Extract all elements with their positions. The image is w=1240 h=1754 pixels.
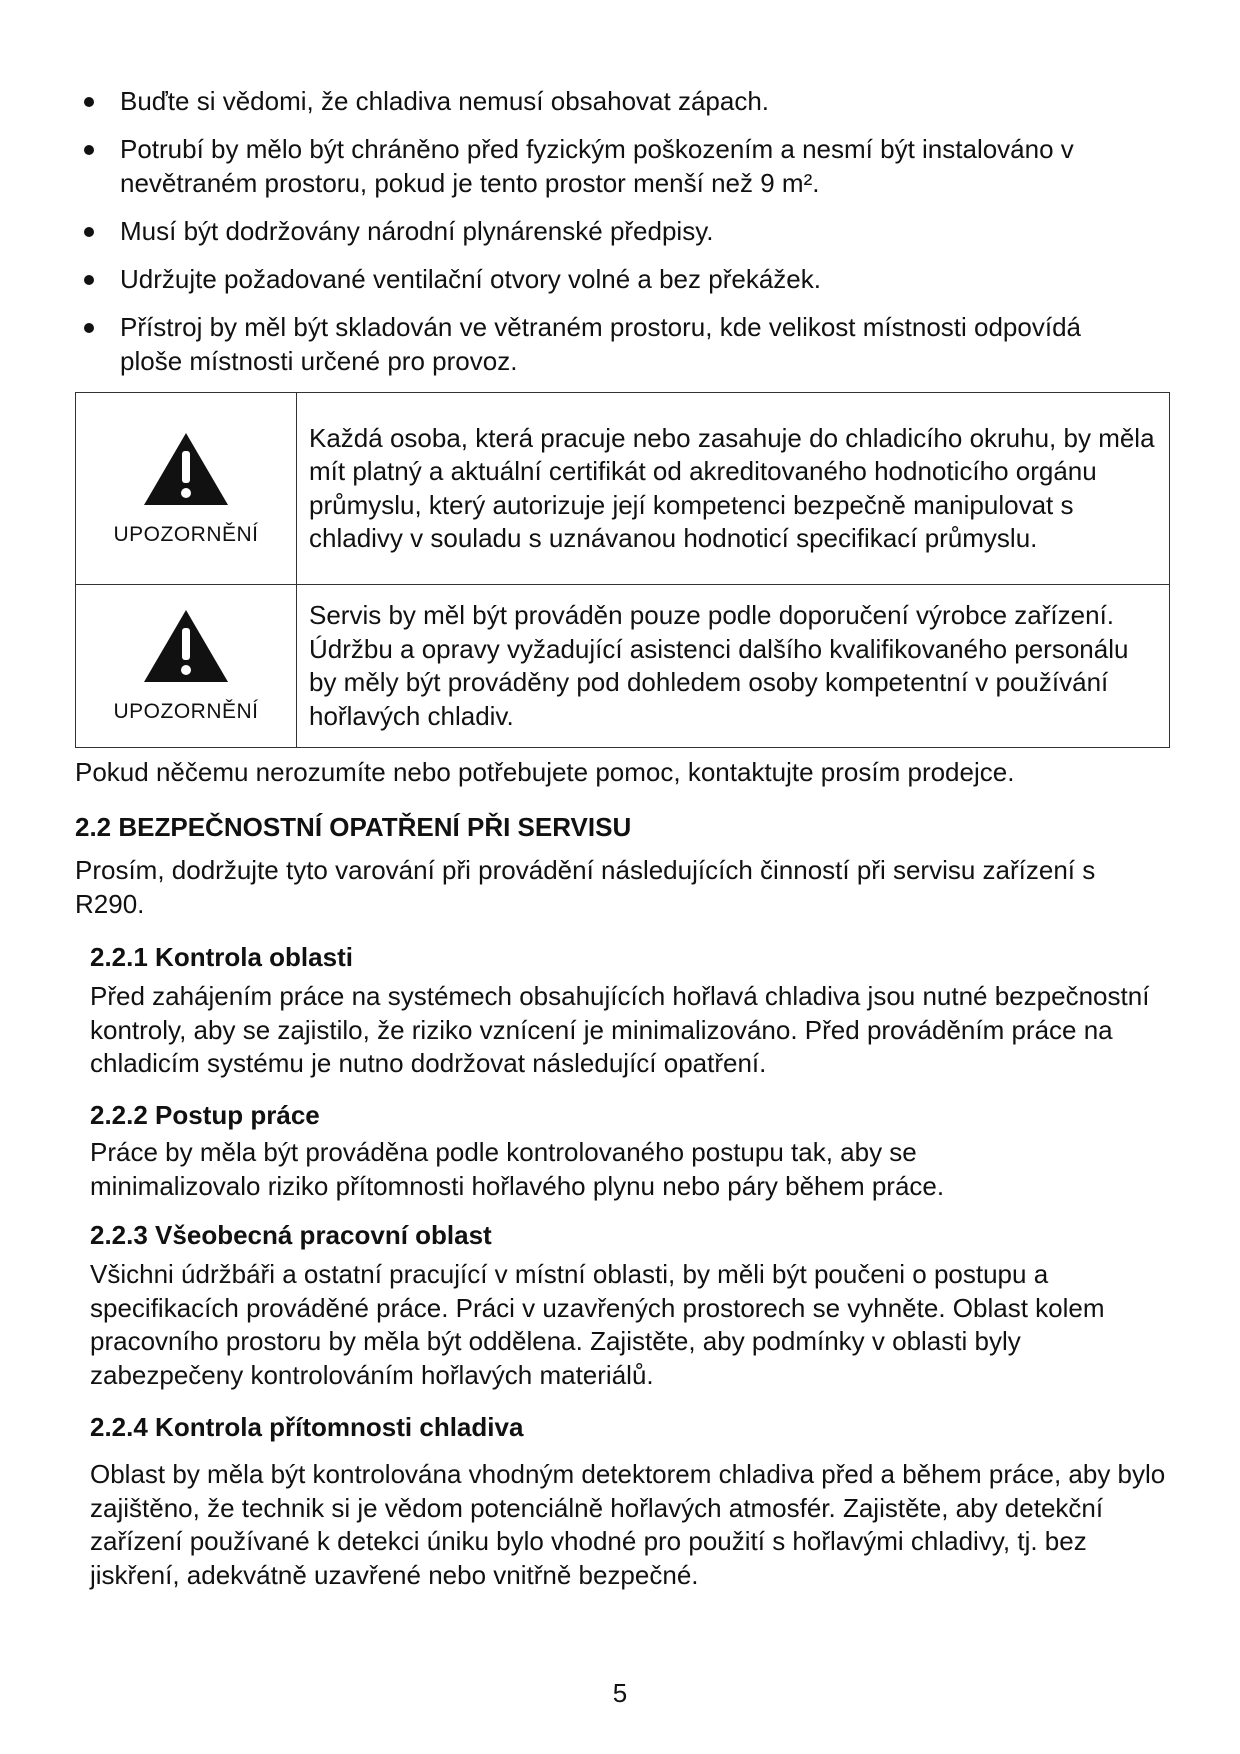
section-title: 2.2 BEZPEČNOSTNÍ OPATŘENÍ PŘI SERVISU [75, 812, 632, 842]
warning-triangle-icon [142, 431, 230, 507]
page-number: 5 [612, 1678, 628, 1708]
warning-label: UPOZORNĚNÍ [113, 522, 259, 546]
warning-icon-cell [76, 393, 297, 585]
warning-label: UPOZORNĚNÍ [113, 700, 259, 723]
subsection-title: 2.2.2 Postup práce [90, 1100, 320, 1130]
bullet-dot-icon [84, 145, 94, 155]
bullet-dot-icon [84, 323, 94, 333]
bullet-text: Potrubí by mělo být chráněno před fyzickým poškozením a nesmí být instalováno v nevětraném prostoru, pokud je tento prostor menší než 9 m². [120, 134, 1074, 198]
bullet-text: Buďte si vědomi, že chladiva nemusí obsahovat zápach. [120, 86, 770, 116]
warning-table [75, 392, 1170, 748]
warning-text: Každá osoba, která pracuje nebo zasahuje do chladicího okruhu, by měla mít platný a aktuální certifikát od akreditovaného hodnoticího orgánu průmyslu, který autorizuje její kompetenci bezpečně manipulovat s chladivy v souladu s uznávanou hodnoticí specifikací průmyslu. [297, 393, 1170, 585]
bullet-item [76, 214, 1156, 248]
warning-text: Servis by měl být prováděn pouze podle doporučení výrobce zařízení. Údržbu a opravy vyžadující asistenci dalšího kvalifikovaného personálu by měly být prováděny pod dohledem osoby kompetentní v používání hořlavých chladiv. [297, 585, 1170, 748]
bullet-dot-icon [84, 227, 94, 237]
bullet-text: Přístroj by měl být skladován ve větraném prostoru, kde velikost místnosti odpovídá ploše místnosti určené pro provoz. [120, 312, 1081, 376]
subsection-title: 2.2.1 Kontrola oblasti [90, 942, 353, 972]
subsection-text: Oblast by měla být kontrolována vhodným detektorem chladiva před a během práce, aby bylo zajištěno, že technik si je vědom potenciálně hořlavých atmosfér. Zajistěte, aby detekční zařízení používané k detekci úniku bylo vhodné pro použití s hořlavými chladivy, tj. bez jiskření, adekvátně uzavřené nebo vnitřně bezpečné. [90, 1459, 1166, 1590]
contact-note: Pokud něčemu nerozumíte nebo potřebujete pomoc, kontaktujte prosím prodejce. [75, 757, 1015, 787]
subsection-text: Všichni údržbáři a ostatní pracující v místní oblasti, by měli být poučeni o postupu a specifikacích prováděné práce. Práci v uzavřených prostorech se vyhněte. Oblast kolem pracovního prostoru by měla být oddělena. Zajistěte, aby podmínky v oblasti byly zabezpečeny kontrolováním hořlavých materiálů. [90, 1259, 1105, 1390]
warning-icon-cell [76, 585, 297, 748]
bullet-item [76, 310, 1120, 378]
bullet-item [76, 262, 1156, 296]
subsection-title: 2.2.4 Kontrola přítomnosti chladiva [90, 1412, 524, 1442]
precaution-bullet-list [76, 84, 1156, 392]
bullet-text: Udržujte požadované ventilační otvory volné a bez překážek. [120, 264, 821, 294]
subsection-text: Před zahájením práce na systémech obsahujících hořlavá chladiva jsou nutné bezpečnostní kontroly, aby se zajistilo, že riziko vznícení je minimalizováno. Před prováděním práce na chladicím systému je nutno dodržovat následující opatření. [90, 981, 1150, 1078]
section-intro: Prosím, dodržujte tyto varování při provádění následujících činností při servisu zařízení s R290. [75, 855, 1096, 919]
warning-triangle-icon [142, 608, 230, 684]
subsection-text: Práce by měla být prováděna podle kontrolovaného postupu tak, aby se minimalizovalo riziko přítomnosti hořlavého plynu nebo páry během práce. [90, 1137, 945, 1201]
warning-row [76, 393, 1170, 585]
bullet-item [76, 132, 1120, 200]
bullet-text: Musí být dodržovány národní plynárenské předpisy. [120, 216, 714, 246]
bullet-dot-icon [84, 275, 94, 285]
bullet-item [76, 84, 1156, 118]
bullet-dot-icon [84, 97, 94, 107]
subsection-title: 2.2.3 Všeobecná pracovní oblast [90, 1220, 492, 1250]
warning-row [76, 585, 1170, 748]
